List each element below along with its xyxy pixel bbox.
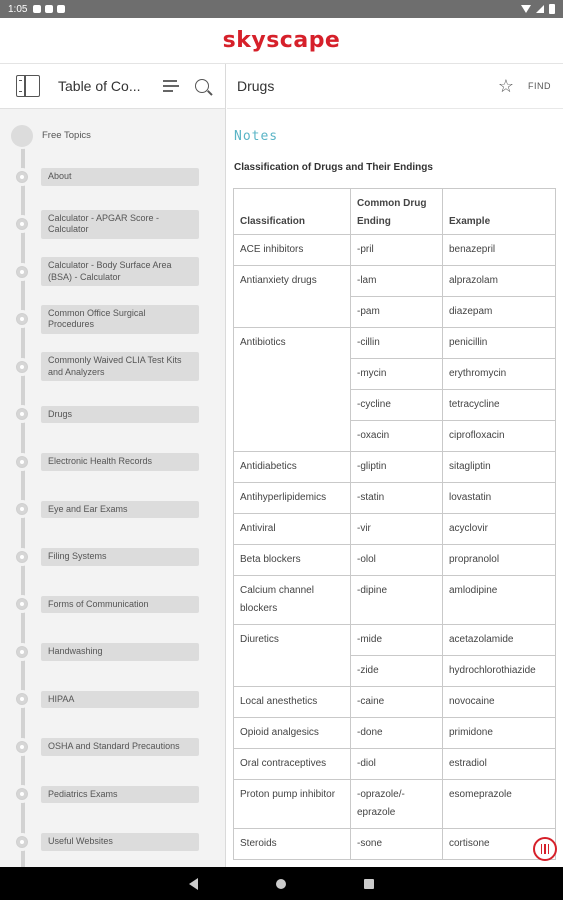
toc-node-icon <box>13 215 31 233</box>
toc-item[interactable] <box>0 201 225 249</box>
table-row <box>234 266 556 297</box>
example-cell: erythromycin <box>443 359 556 390</box>
toc-item[interactable] <box>0 676 225 724</box>
toc-item-label[interactable]: Eye and Ear Exams <box>41 501 199 519</box>
classification-cell: Antianxiety drugs <box>234 266 351 328</box>
classification-cell: Diuretics <box>234 625 351 687</box>
toc-node-icon <box>13 595 31 613</box>
favorite-star-icon[interactable]: ☆ <box>497 76 514 96</box>
toc-header <box>0 64 225 109</box>
toc-item[interactable] <box>0 581 225 629</box>
filter-icon[interactable] <box>163 78 181 94</box>
drug-ending-cell: -mide <box>351 625 443 656</box>
notes-heading: Notes <box>234 129 279 144</box>
example-cell: amlodipine <box>443 576 556 625</box>
example-cell: benazepril <box>443 235 556 266</box>
toc-title: Table of Co... <box>58 78 141 94</box>
toc-item[interactable] <box>0 248 225 296</box>
toc-item[interactable] <box>0 153 225 201</box>
toc-item[interactable] <box>0 723 225 771</box>
table-row <box>234 718 556 749</box>
example-cell: sitagliptin <box>443 452 556 483</box>
example-cell: penicillin <box>443 328 556 359</box>
example-cell: propranolol <box>443 545 556 576</box>
toc-item-label[interactable]: Commonly Waived CLIA Test Kits and Analyzers <box>41 352 199 381</box>
classification-cell: Antiviral <box>234 514 351 545</box>
example-cell: tetracycline <box>443 390 556 421</box>
header-common-drug-ending: Common Drug Ending <box>351 189 443 235</box>
example-cell: ciprofloxacin <box>443 421 556 452</box>
table-row <box>234 328 556 359</box>
table-body <box>234 235 556 860</box>
toc-item[interactable] <box>0 771 225 819</box>
app-notification-icon <box>45 5 53 13</box>
toc-root-item[interactable] <box>0 117 225 153</box>
toc-node-icon <box>13 690 31 708</box>
toc-node-icon <box>13 643 31 661</box>
system-nav-bar <box>0 867 563 900</box>
example-cell: hydrochlorothiazide <box>443 656 556 687</box>
notification-icon <box>33 5 41 13</box>
drug-ending-cell: -diol <box>351 749 443 780</box>
classification-cell: Oral contraceptives <box>234 749 351 780</box>
toc-node-icon <box>13 168 31 186</box>
classification-cell: Calcium channel blockers <box>234 576 351 625</box>
toc-item-label[interactable]: OSHA and Standard Precautions <box>41 738 199 756</box>
toc-item-label[interactable]: Filing Systems <box>41 548 199 566</box>
toc-list <box>0 109 225 866</box>
toc-item-label[interactable]: HIPAA <box>41 691 199 709</box>
table-header-row <box>234 189 556 235</box>
classification-cell: Local anesthetics <box>234 687 351 718</box>
drug-ending-cell: -statin <box>351 483 443 514</box>
signal-icon <box>536 5 544 13</box>
toc-node-icon <box>13 453 31 471</box>
wifi-icon <box>521 5 531 13</box>
drug-ending-cell: -cycline <box>351 390 443 421</box>
toc-item-label[interactable]: Electronic Health Records <box>41 453 199 471</box>
table-row <box>234 576 556 625</box>
toc-item-label[interactable]: Forms of Communication <box>41 596 199 614</box>
content-panel <box>227 64 563 867</box>
drug-ending-cell: -pril <box>351 235 443 266</box>
drug-ending-cell: -vir <box>351 514 443 545</box>
drug-ending-cell: -sone <box>351 829 443 860</box>
table-row <box>234 545 556 576</box>
drug-ending-cell: -cillin <box>351 328 443 359</box>
toggle-panel-icon[interactable] <box>16 75 40 97</box>
toc-item[interactable] <box>0 391 225 439</box>
classification-cell: ACE inhibitors <box>234 235 351 266</box>
settings-sliders-icon[interactable] <box>533 837 557 861</box>
example-cell: estradiol <box>443 749 556 780</box>
drug-ending-cell: -dipine <box>351 576 443 625</box>
classification-cell: Antihyperlipidemics <box>234 483 351 514</box>
classification-cell: Proton pump inhibitor <box>234 780 351 829</box>
toc-item-label[interactable]: Useful Websites <box>41 833 199 851</box>
toc-item-label[interactable]: About <box>41 168 199 186</box>
drug-ending-cell: -zide <box>351 656 443 687</box>
toc-node-icon <box>13 548 31 566</box>
drug-ending-cell: -lam <box>351 266 443 297</box>
drug-ending-cell: -mycin <box>351 359 443 390</box>
toc-item[interactable] <box>0 533 225 581</box>
toc-item-label[interactable]: Common Office Surgical Procedures <box>41 305 199 334</box>
toc-item-label[interactable]: Pediatrics Exams <box>41 786 199 804</box>
sd-card-icon <box>57 5 65 13</box>
toc-root-label: Free Topics <box>42 129 91 141</box>
example-cell: acyclovir <box>443 514 556 545</box>
toc-item-label[interactable]: Calculator - Body Surface Area (BSA) - Calculator <box>41 257 199 286</box>
drug-ending-cell: -caine <box>351 687 443 718</box>
example-cell: novocaine <box>443 687 556 718</box>
header-classification: Classification <box>234 189 351 235</box>
example-cell: primidone <box>443 718 556 749</box>
find-button[interactable]: FIND <box>528 81 551 91</box>
classification-cell: Opioid analgesics <box>234 718 351 749</box>
back-icon[interactable] <box>189 878 198 890</box>
drug-ending-cell: -pam <box>351 297 443 328</box>
status-time: 1:05 <box>8 3 28 15</box>
toc-node-icon <box>13 500 31 518</box>
drug-ending-cell: -olol <box>351 545 443 576</box>
table-row <box>234 749 556 780</box>
header-example: Example <box>443 189 556 235</box>
example-cell: lovastatin <box>443 483 556 514</box>
toc-item[interactable] <box>0 818 225 866</box>
table-row <box>234 829 556 860</box>
battery-icon <box>549 4 555 14</box>
classification-cell: Antidiabetics <box>234 452 351 483</box>
toc-node-icon <box>13 785 31 803</box>
table-row <box>234 625 556 656</box>
table-caption: Classification of Drugs and Their Endings <box>234 162 433 173</box>
table-row <box>234 483 556 514</box>
table-row <box>234 452 556 483</box>
drug-classification-table <box>233 188 556 860</box>
example-cell: esomeprazole <box>443 780 556 829</box>
toc-item[interactable] <box>0 296 225 344</box>
content-body <box>227 129 563 860</box>
toc-item-label[interactable]: Drugs <box>41 406 199 424</box>
toc-item-label[interactable]: Calculator - APGAR Score - Calculator <box>41 210 199 239</box>
drug-ending-cell: -oprazole/-eprazole <box>351 780 443 829</box>
toc-item[interactable] <box>0 438 225 486</box>
toc-item[interactable] <box>0 628 225 676</box>
toc-node-icon <box>13 738 31 756</box>
toc-item-label[interactable]: Handwashing <box>41 643 199 661</box>
page-title: Drugs <box>237 78 275 94</box>
toc-node-icon <box>13 263 31 281</box>
toc-node-icon <box>13 358 31 376</box>
content-header <box>227 64 563 109</box>
classification-cell: Antibiotics <box>234 328 351 452</box>
toc-item[interactable] <box>0 343 225 391</box>
toc-item[interactable] <box>0 486 225 534</box>
table-row <box>234 514 556 545</box>
toc-node-icon <box>13 405 31 423</box>
home-icon[interactable] <box>276 879 286 889</box>
app-header <box>0 18 563 64</box>
recent-apps-icon[interactable] <box>364 879 374 889</box>
example-cell: cortisone <box>443 829 556 860</box>
table-row <box>234 687 556 718</box>
example-cell: acetazolamide <box>443 625 556 656</box>
drug-ending-cell: -done <box>351 718 443 749</box>
status-bar <box>0 0 563 18</box>
classification-cell: Steroids <box>234 829 351 860</box>
table-of-contents-panel <box>0 64 226 867</box>
root-node-icon <box>9 123 35 149</box>
table-row <box>234 235 556 266</box>
table-row <box>234 780 556 829</box>
drug-ending-cell: -oxacin <box>351 421 443 452</box>
drug-ending-cell: -gliptin <box>351 452 443 483</box>
classification-cell: Beta blockers <box>234 545 351 576</box>
example-cell: alprazolam <box>443 266 556 297</box>
toc-node-icon <box>13 310 31 328</box>
toc-node-icon <box>13 833 31 851</box>
example-cell: diazepam <box>443 297 556 328</box>
brand-logo: skyscape <box>222 28 341 53</box>
search-icon[interactable] <box>195 79 209 93</box>
